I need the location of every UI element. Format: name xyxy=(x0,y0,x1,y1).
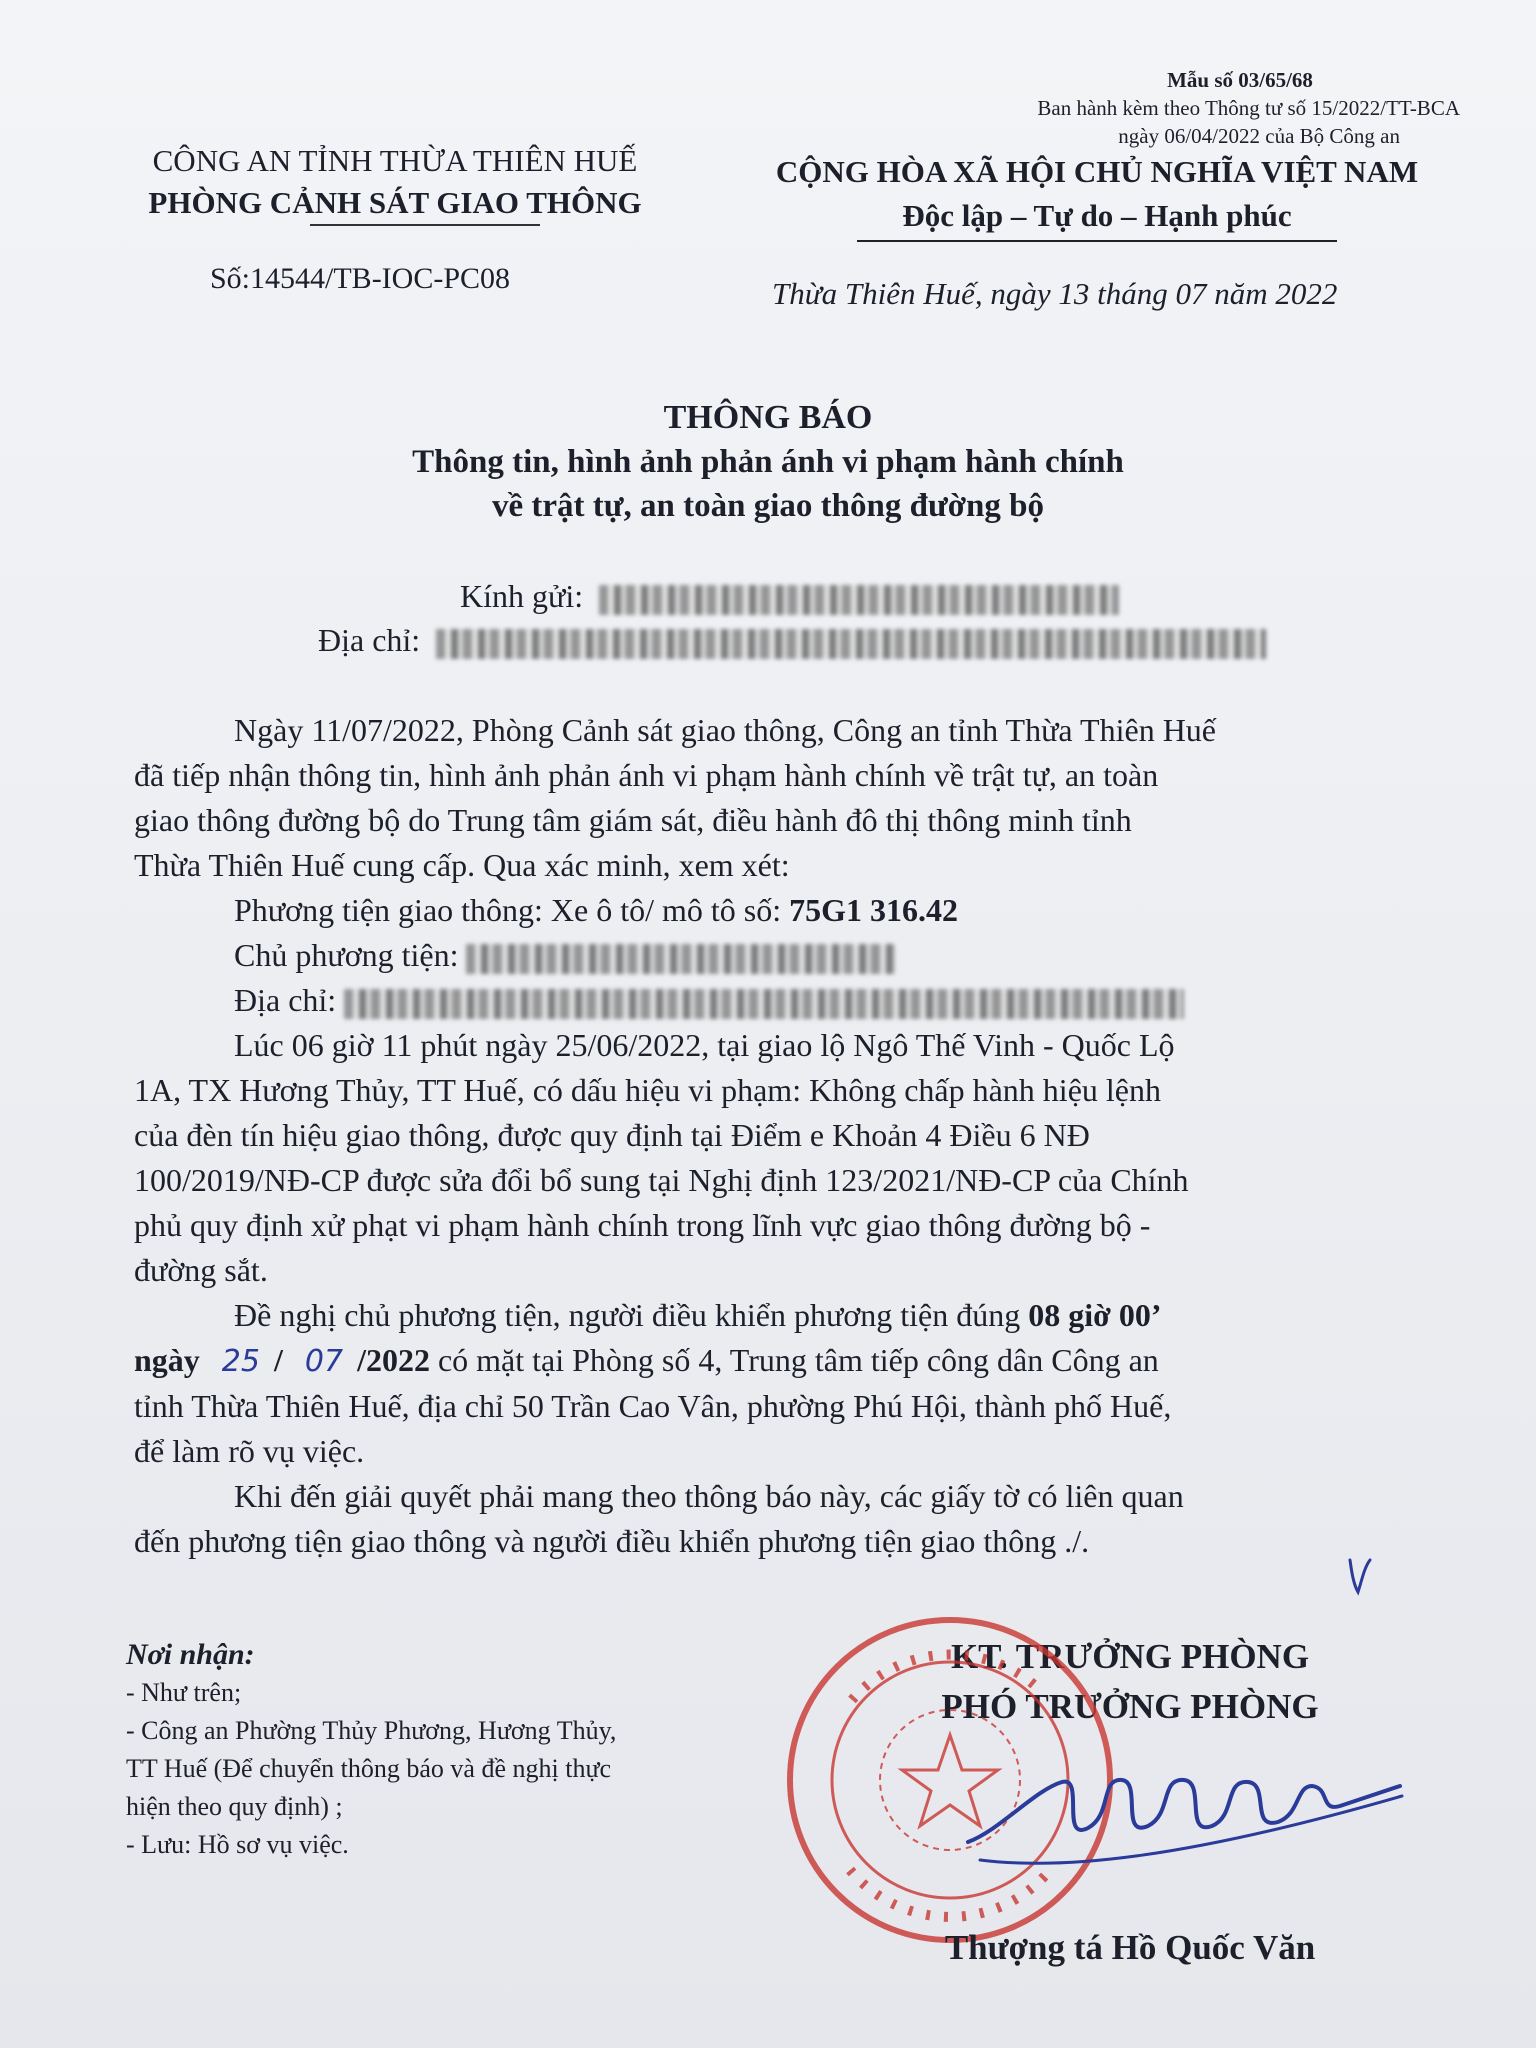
para2-line5: phủ quy định xử phạt vi phạm hành chính trong lĩnh vực giao thông đường bộ - xyxy=(134,1207,1151,1243)
receiver-item: hiện theo quy định) ; xyxy=(126,1792,343,1821)
handwritten-initial-mark xyxy=(1350,1560,1370,1592)
para2-line1: Lúc 06 giờ 11 phút ngày 25/06/2022, tại giao lộ Ngô Thế Vinh - Quốc Lộ xyxy=(234,1027,1175,1063)
form-code: Mẫu số 03/65/68 xyxy=(1167,68,1313,92)
para2-line2: 1A, TX Hương Thủy, TT Huế, có dấu hiệu vi phạm: Không chấp hành hiệu lệnh xyxy=(134,1072,1161,1108)
signature-line-2: PHÓ TRƯỞNG PHÒNG xyxy=(941,1687,1319,1726)
owner-label: Chủ phương tiện: xyxy=(234,937,459,973)
receiver-item: - Lưu: Hồ sơ vụ việc. xyxy=(126,1830,349,1859)
form-reference-line-2: ngày 06/04/2022 của Bộ Công an xyxy=(1118,124,1400,148)
para2-line4: 100/2019/NĐ-CP được sửa đổi bổ sung tại Nghị định 123/2021/NĐ-CP của Chính xyxy=(134,1162,1189,1198)
para3-line3: tỉnh Thừa Thiên Huế, địa chỉ 50 Trần Cao Vân, phường Phú Hội, thành phố Huế, xyxy=(134,1388,1172,1424)
handwritten-day: 25 xyxy=(221,1344,260,1379)
appointment-time: 08 giờ 00’ xyxy=(1028,1297,1162,1333)
appointment-day-label: ngày xyxy=(134,1342,200,1378)
para1-line1: Ngày 11/07/2022, Phòng Cảnh sát giao thông, Công an tỉnh Thừa Thiên Huế xyxy=(234,712,1216,748)
handwritten-signature xyxy=(968,1780,1400,1842)
national-motto: Độc lập – Tự do – Hạnh phúc xyxy=(902,198,1292,233)
receiver-item: - Công an Phường Thủy Phương, Hương Thủy, xyxy=(126,1716,617,1745)
para2-line3: của đèn tín hiệu giao thông, được quy định tại Điểm e Khoản 4 Điều 6 NĐ xyxy=(134,1117,1090,1153)
recipient-address-label: Địa chỉ: xyxy=(318,622,421,658)
para3-line2-rest: có mặt tại Phòng số 4, Trung tâm tiếp công dân Công an xyxy=(437,1342,1159,1378)
para1-line3: giao thông đường bộ do Trung tâm giám sát, điều hành đô thị thông minh tỉnh xyxy=(134,802,1132,838)
date-separator: / xyxy=(273,1342,283,1378)
para3-text: Đề nghị chủ phương tiện, người điều khiển phương tiện đúng xyxy=(234,1297,1021,1333)
document-number: Số:14544/TB-IOC-PC08 xyxy=(210,262,511,295)
place-date: Thừa Thiên Huế, ngày 13 tháng 07 năm 2022 xyxy=(772,276,1338,311)
para1-line4: Thừa Thiên Huế cung cấp. Qua xác minh, xem xét: xyxy=(134,847,790,883)
receivers-heading: Nơi nhận: xyxy=(126,1638,255,1671)
title-subtitle-2: về trật tự, an toàn giao thông đường bộ xyxy=(491,488,1044,524)
receiver-item: - Như trên; xyxy=(126,1678,242,1707)
title-subtitle-1: Thông tin, hình ảnh phản ánh vi phạm hành chính xyxy=(412,444,1124,480)
national-name: CỘNG HÒA XÃ HỘI CHỦ NGHĨA VIỆT NAM xyxy=(775,154,1419,189)
agency-parent: CÔNG AN TỈNH THỪA THIÊN HUẾ xyxy=(152,143,638,178)
agency-unit: PHÒNG CẢNH SÁT GIAO THÔNG xyxy=(148,185,642,220)
recipient-label: Kính gửi: xyxy=(460,578,584,614)
para1-line2: đã tiếp nhận thông tin, hình ảnh phản ánh vi phạm hành chính về trật tự, an toàn xyxy=(134,757,1159,793)
para2-line6: đường sắt. xyxy=(134,1252,268,1288)
owner-address-label: Địa chỉ: xyxy=(234,982,337,1018)
title-main: THÔNG BÁO xyxy=(663,399,873,436)
appointment-year: /2022 xyxy=(357,1342,430,1378)
para4-line1: Khi đến giải quyết phải mang theo thông báo này, các giấy tờ có liên quan xyxy=(234,1478,1184,1514)
vehicle-label: Phương tiện giao thông: Xe ô tô/ mô tô số: xyxy=(234,892,782,928)
para3-line4: để làm rõ vụ việc. xyxy=(134,1433,365,1469)
para4-line2: đến phương tiện giao thông và người điều khiển phương tiện giao thông ./. xyxy=(134,1523,1090,1559)
form-reference-line-1: Ban hành kèm theo Thông tư số 15/2022/TT-BCA xyxy=(1037,96,1460,120)
receiver-item: TT Huế (Để chuyển thông báo và đề nghị thực xyxy=(126,1754,612,1783)
signer-name: Thượng tá Hồ Quốc Văn xyxy=(944,1928,1316,1967)
handwritten-month: 07 xyxy=(304,1344,344,1379)
signature-line-1: KT. TRƯỞNG PHÒNG xyxy=(950,1637,1310,1676)
vehicle-plate: 75G1 316.42 xyxy=(789,892,959,928)
